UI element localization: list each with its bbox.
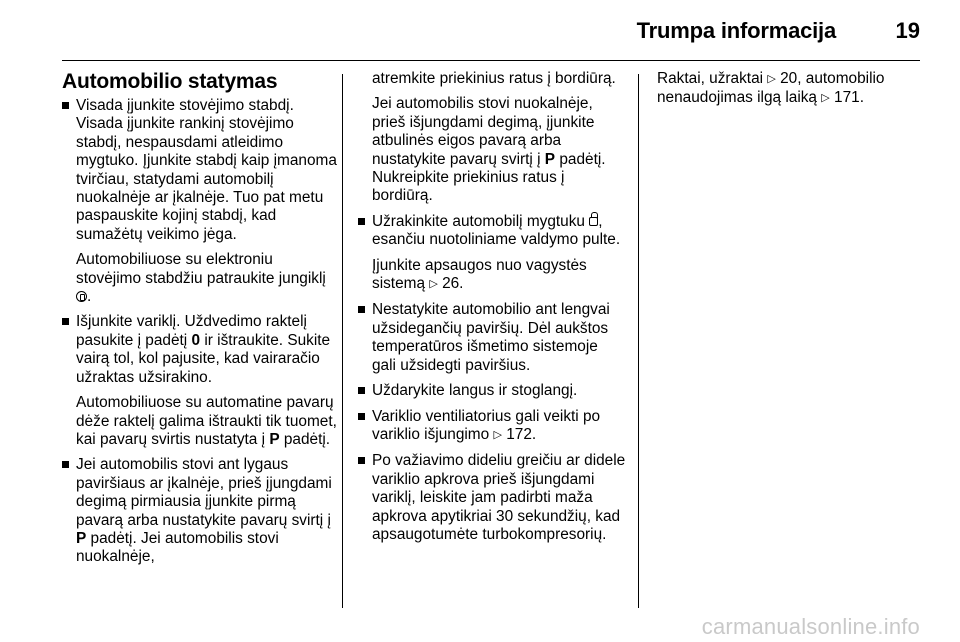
text: ir ištraukite. Sukite vairą tol, kol pajusite, kad vairaračio užraktas užsirakino. [76, 331, 331, 386]
text: Automobiliuose su elektroniu stovėjimo stabdžiu patraukite jungiklį [76, 251, 326, 287]
text: Užrakinkite automobilį mygtuku [372, 212, 585, 230]
page-reference[interactable]: 172. [506, 425, 537, 443]
list-item [62, 97, 338, 306]
list-item [358, 301, 626, 375]
watermark: carmanualsonline.info [701, 614, 920, 639]
paragraph [372, 213, 626, 250]
page-reference[interactable]: 20, automobilio nenaudojimas ilgą laiką [657, 70, 885, 107]
reference-arrow-icon: ▷ [429, 277, 438, 291]
bullet [358, 413, 365, 420]
bold-text: P [269, 430, 280, 448]
text: Variklio ventiliatorius gali veikti po variklio išjungimo [372, 407, 601, 443]
text: , esančiu nuotoliniame valdymo pulte. [372, 212, 621, 249]
paragraph: Po važiavimo dideliu greičiu ar didele variklio apkrova prieš išjungdami variklį, leiskite jam padirbti maža apkrova apytikriai 30 sekundžių, kad apsaugotumėte turbokompresorių. [372, 452, 626, 543]
bold-text: 0 [191, 331, 201, 349]
paragraph [76, 456, 338, 566]
paragraph [372, 408, 626, 446]
text: padėtį. Jei automobilis stovi nuokalnėje, [76, 529, 279, 566]
list-item [358, 213, 626, 295]
lock-icon [589, 217, 598, 226]
text: Raktai, užraktai [657, 70, 764, 87]
text: Automobiliuose su automatine pavarų dėže raktelį galima ištraukti tik tuomet, kai pavarų svirtis nustatyta į [76, 394, 337, 448]
paragraph: atremkite priekinius ratus į bordiūrą. [372, 70, 616, 87]
list-item [62, 313, 338, 449]
paragraph [372, 95, 626, 205]
section-title: Automobilio statymas [62, 70, 278, 93]
text: Įjunkite apsaugos nuo vagystės sistemą [372, 256, 587, 293]
bullet [62, 461, 69, 468]
page-reference[interactable]: 171. [834, 89, 864, 107]
text: Išjunkite variklį. Uždvedimo raktelį pasukite į padėtį [76, 313, 307, 349]
paragraph [76, 251, 338, 306]
list-item [358, 408, 626, 446]
bullet [358, 218, 365, 225]
text: padėtį. [283, 430, 331, 448]
bullet [358, 387, 365, 394]
cross-references [657, 70, 919, 109]
list-item [358, 452, 626, 544]
bullet [62, 102, 69, 109]
paragraph [76, 394, 338, 449]
bold-text: P [544, 150, 556, 168]
text: . [87, 288, 92, 306]
header-title: Trumpa informacija [636, 18, 836, 43]
paragraph [76, 313, 338, 387]
column-divider [638, 74, 639, 608]
paragraph [372, 257, 626, 295]
list-item [62, 456, 338, 566]
paragraph: Nestatykite automobilio ant lengvai užsidegančių paviršių. Dėl aukštos temperatūros išmetimo sistemoje gali užsidegti paviršius. [372, 301, 610, 374]
paragraph: Visada įjunkite stovėjimo stabdį. Visada įjunkite rankinį stovėjimo stabdį, nespausdami atleidimo mygtuko. Įjunkite stabdį kaip įmanoma tvirčiau, statydami automobilį nuokalnėje ar įkalnėje. Tuo pat metu paspauskite kojinį stabdį, kad sumažėtų veikimo jėga. [76, 97, 337, 243]
bold-text: P [76, 529, 87, 547]
text: Jei automobilis stovi nuokalnėje, prieš išjungdami degimą, įjunkite atbulinės eigos pavarą arba nustatykite pavarų svirtį į [372, 95, 595, 168]
parking-brake-icon [76, 291, 87, 302]
page-reference[interactable]: 26. [442, 275, 464, 293]
column-1 [62, 70, 338, 574]
paragraph [657, 70, 919, 109]
page-header [62, 0, 920, 61]
reference-arrow-icon: ▷ [493, 427, 502, 441]
text: padėtį. Nukreipkite priekinius ratus į bordiūrą. [372, 150, 606, 205]
column-3 [657, 70, 919, 116]
reference-arrow-icon: ▷ [767, 72, 776, 85]
column-divider [342, 74, 343, 608]
continued-text [358, 70, 626, 206]
bullet [358, 457, 365, 464]
list-item [358, 382, 626, 400]
bullet [358, 306, 365, 313]
reference-arrow-icon: ▷ [821, 91, 830, 105]
paragraph: Uždarykite langus ir stoglangį. [372, 382, 578, 400]
bullet [62, 318, 69, 325]
column-2 [358, 70, 626, 551]
page-number: 19 [895, 18, 920, 43]
text: Jei automobilis stovi ant lygaus paviršiaus ar įkalnėje, prieš įjungdami degimą pirmiausia įjunkite pirmą pavarą arba nustatykite pavarų svirtį į [76, 456, 332, 529]
